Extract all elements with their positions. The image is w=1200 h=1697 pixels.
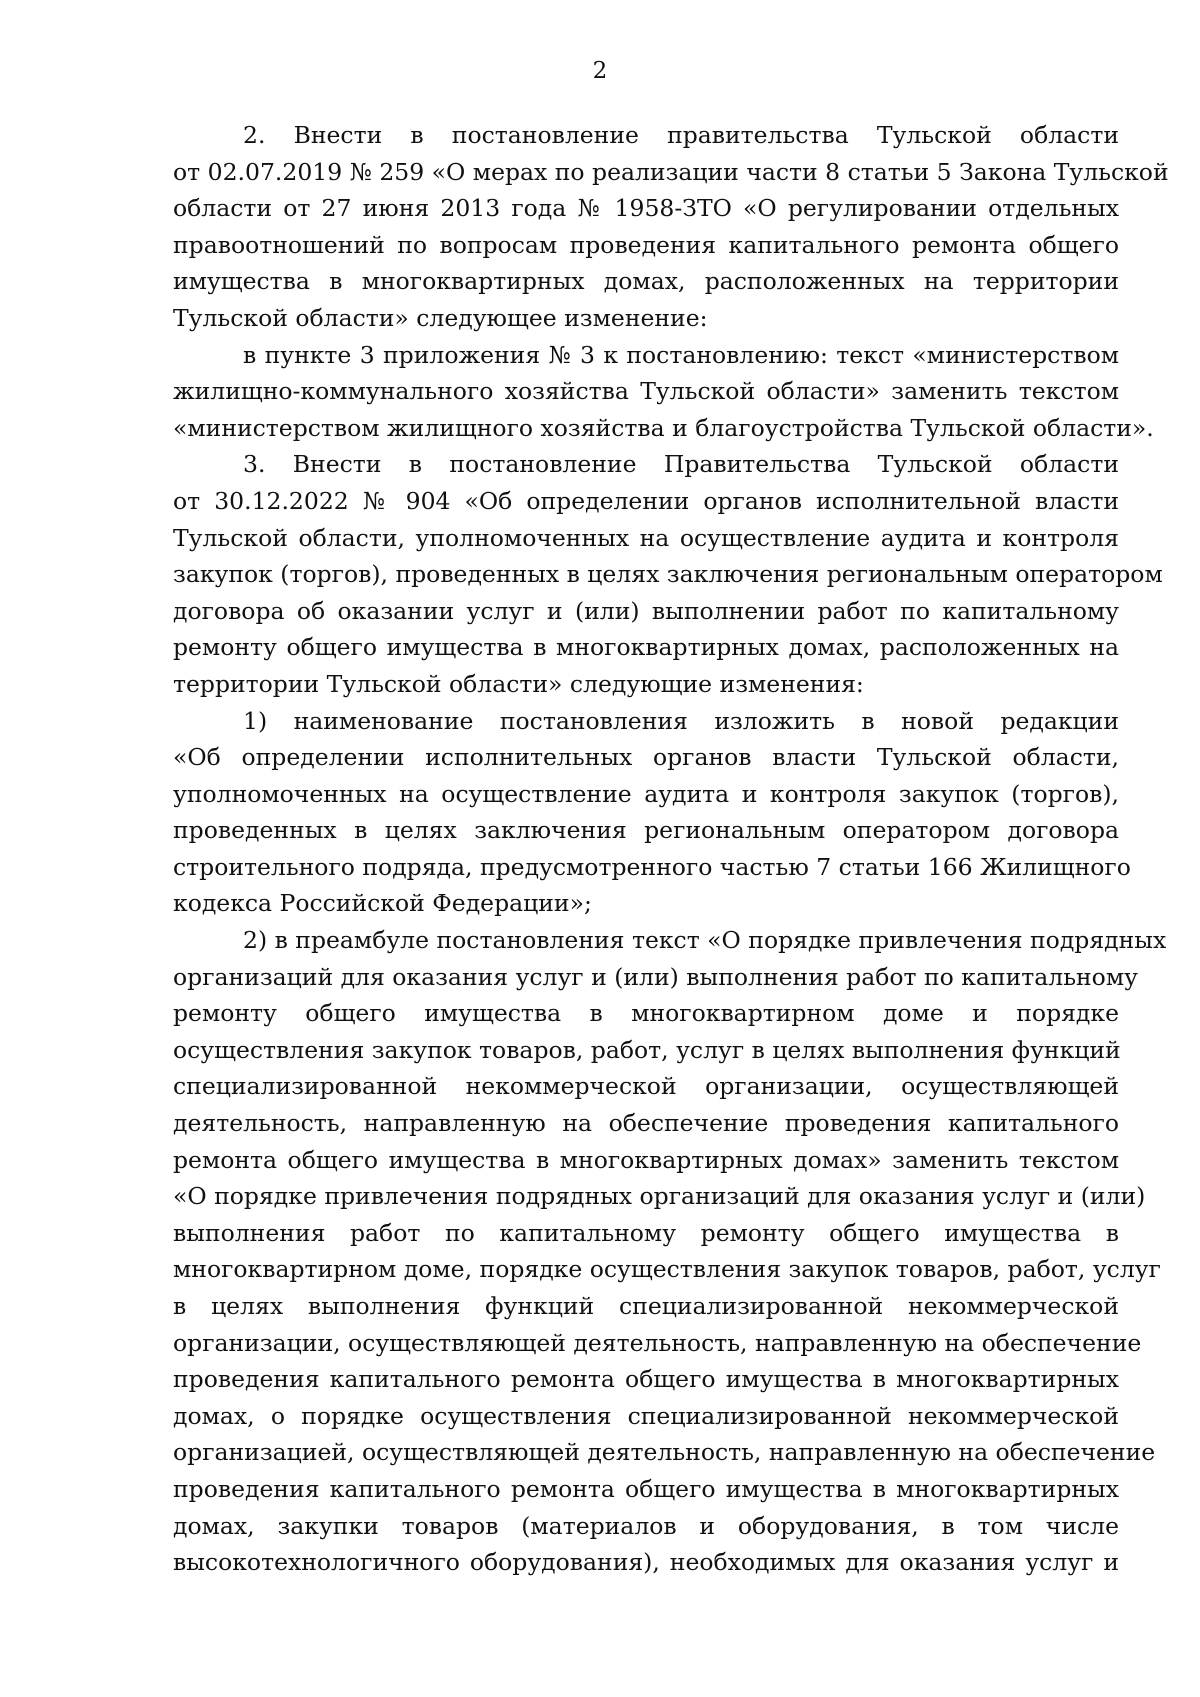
text-line: в целях выполнения функций специализированной некоммерческой — [173, 1292, 1119, 1320]
text-line: от 30.12.2022 № 904 «Об определении органов исполнительной власти — [173, 486, 1119, 515]
text-line: Тульской области» следующее изменение: — [173, 303, 708, 332]
document-body — [173, 117, 1169, 1581]
text-line: правоотношений по вопросам проведения капитального ремонта общего — [173, 230, 1119, 259]
text-line: выполнения работ по капитальному ремонту общего имущества в — [173, 1218, 1119, 1247]
text-line: жилищно-коммунального хозяйства Тульской области» заменить текстом — [173, 377, 1119, 406]
text-line: организацией, осуществляющей деятельность, направленную на обеспечение — [173, 1438, 1156, 1467]
text-line: территории Тульской области» следующие изменения: — [173, 669, 864, 698]
text-line: «министерством жилищного хозяйства и благоустройства Тульской области». — [173, 413, 1154, 442]
paragraph — [173, 922, 1167, 1581]
text-line: строительного подряда, предусмотренного частью 7 статьи 166 Жилищного — [173, 852, 1131, 881]
text-line: «О порядке привлечения подрядных организаций для оказания услуг и (или) — [173, 1182, 1146, 1211]
text-line: проведения капитального ремонта общего имущества в многоквартирных — [173, 1365, 1119, 1394]
text-line: ремонта общего имущества в многоквартирных домах» заменить текстом — [173, 1145, 1119, 1174]
text-line: деятельность, направленную на обеспечение проведения капитального — [173, 1109, 1119, 1138]
text-line: ремонту общего имущества в многоквартирных домах, расположенных на — [173, 633, 1119, 662]
text-line: Тульской области, уполномоченных на осуществление аудита и контроля — [173, 523, 1119, 552]
text-line: имущества в многоквартирных домах, расположенных на территории — [173, 267, 1119, 296]
text-line: 1) наименование постановления изложить в новой редакции — [243, 706, 1119, 735]
text-line: высокотехнологичного оборудования), необходимых для оказания услуг и — [173, 1548, 1119, 1577]
text-line: 3. Внести в постановление Правительства Тульской области — [243, 450, 1119, 479]
paragraph — [173, 446, 1163, 702]
text-line: «Об определении исполнительных органов власти Тульской области, — [173, 743, 1119, 772]
text-line: домах, о порядке осуществления специализированной некоммерческой — [173, 1401, 1119, 1430]
text-line: проведения капитального ремонта общего имущества в многоквартирных — [173, 1474, 1119, 1503]
paragraph — [173, 703, 1131, 923]
text-line: 2) в преамбуле постановления текст «О порядке привлечения подрядных — [243, 926, 1167, 955]
text-line: от 02.07.2019 № 259 «О мерах по реализации части 8 статьи 5 Закона Тульской — [173, 157, 1169, 186]
paragraph — [173, 337, 1154, 447]
paragraph — [173, 117, 1169, 337]
page-number: 2 — [592, 58, 608, 84]
text-line: осуществления закупок товаров, работ, услуг в целях выполнения функций — [173, 1035, 1121, 1064]
text-line: ремонту общего имущества в многоквартирном доме и порядке — [173, 999, 1119, 1028]
text-line: многоквартирном доме, порядке осуществления закупок товаров, работ, услуг — [173, 1255, 1161, 1284]
text-line: 2. Внести в постановление правительства Тульской области — [243, 121, 1119, 149]
text-line: домах, закупки товаров (материалов и оборудования, в том числе — [173, 1511, 1119, 1540]
text-line: специализированной некоммерческой организации, осуществляющей — [173, 1072, 1119, 1101]
text-line: уполномоченных на осуществление аудита и контроля закупок (торгов), — [173, 779, 1119, 808]
text-line: закупок (торгов), проведенных в целях заключения региональным оператором — [173, 560, 1163, 589]
text-line: организации, осуществляющей деятельность, направленную на обеспечение — [173, 1328, 1142, 1357]
text-line: в пункте 3 приложения № 3 к постановлению: текст «министерством — [243, 340, 1119, 369]
text-line: кодекса Российской Федерации»; — [173, 889, 592, 918]
text-line: области от 27 июня 2013 года № 1958-ЗТО «О регулировании отдельных — [173, 194, 1119, 223]
text-line: организаций для оказания услуг и (или) выполнения работ по капитальному — [173, 962, 1138, 991]
text-line: договора об оказании услуг и (или) выполнении работ по капитальному — [173, 596, 1119, 625]
text-line: проведенных в целях заключения региональным оператором договора — [173, 816, 1119, 845]
